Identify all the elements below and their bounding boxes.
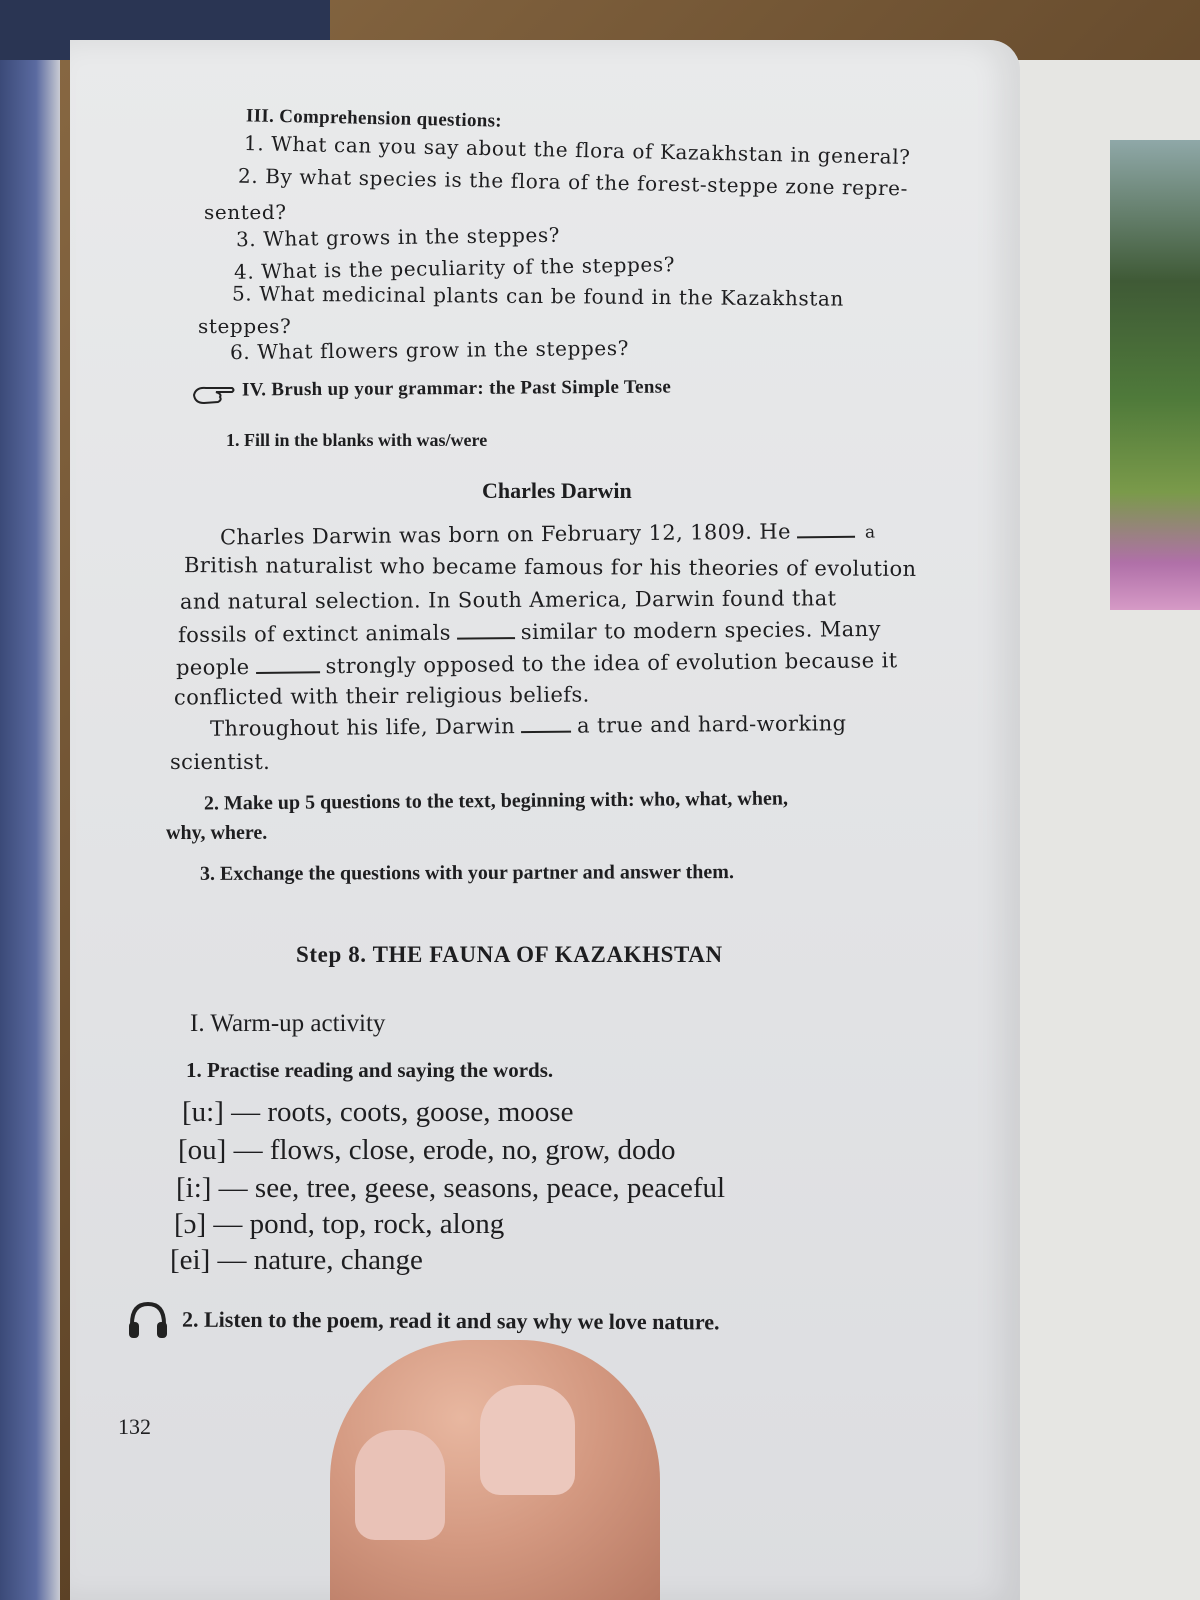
paragraph-1-line-1: Charles Darwin was born on February 12, 1809. He a [219,519,876,550]
question-1: 1. What can you say about the flora of Kazakhstan in general? [243,131,911,169]
paragraph-1-line-4: fossils of extinct animals similar to modern species. Many [177,616,881,648]
warmup-task-1: 1. Practise reading and saying the words. [186,1058,554,1082]
blank-4[interactable] [521,730,571,733]
blank-2[interactable] [457,636,515,640]
blank-1[interactable] [797,535,855,539]
darwin-title: Charles Darwin [482,478,632,503]
word-line-2: [ou] — flows, close, erode, no, grow, dodo [178,1134,676,1166]
paragraph-1-line-2: British naturalist who became famous for his theories of evolution [183,553,917,581]
comprehension-heading: III. Comprehension questions: [245,105,503,132]
paragraph-1-line-5: people strongly opposed to the idea of evolution because it [175,648,898,680]
word-line-5: [ei] — nature, change [170,1244,423,1276]
book-edge [0,60,60,1600]
blank-3[interactable] [256,670,320,674]
question-6: 6. What flowers grow in the steppes? [229,335,630,365]
warmup-task-2: 2. Listen to the poem, read it and say why we love nature. [181,1306,720,1335]
paragraph-1-line-3: and natural selection. In South America, Darwin found that [179,586,837,614]
grammar-heading: IV. Brush up your grammar: the Past Simple Tense [241,376,672,401]
paragraph-1-line-6: conflicted with their religious beliefs. [173,682,590,710]
pointing-hand-icon [192,384,236,406]
step-title: Step 8. THE FAUNA OF KAZAKHSTAN [296,942,723,967]
question-5: 5. What medicinal plants can be found in the Kazakhstan [231,281,845,311]
fingernail-left [355,1430,445,1540]
word-line-3: [i:] — see, tree, geese, seasons, peace, peaceful [176,1172,726,1204]
grammar-task-1: 1. Fill in the blanks with was/were [226,430,488,450]
question-5-cont: steppes? [198,314,292,338]
grammar-task-2: 2. Make up 5 questions to the text, beginning with: who, what, when, [203,787,789,815]
question-4: 4. What is the peculiarity of the steppes? [233,252,676,284]
word-line-1: [u:] — roots, coots, goose, moose [182,1096,574,1128]
question-3: 3. What grows in the steppes? [235,222,561,252]
word-line-4: [ɔ] — pond, top, rock, along [174,1208,505,1240]
headphones-icon [126,1298,170,1342]
grammar-task-2-cont: why, where. [166,822,268,844]
page-number: 132 [118,1414,151,1439]
landscape-photo [1110,140,1200,610]
fingernail-right [480,1385,575,1495]
grammar-task-3: 3. Exchange the questions with your partner and answer them. [199,861,734,885]
warmup-heading: I. Warm-up activity [190,1010,386,1037]
question-2-cont: sented? [204,200,287,224]
question-2: 2. By what species is the flora of the forest-steppe zone repre- [237,163,909,201]
paragraph-2-line-1: Throughout his life, Darwin a true and hard-working [209,711,847,741]
paragraph-2-line-2: scientist. [170,750,271,774]
